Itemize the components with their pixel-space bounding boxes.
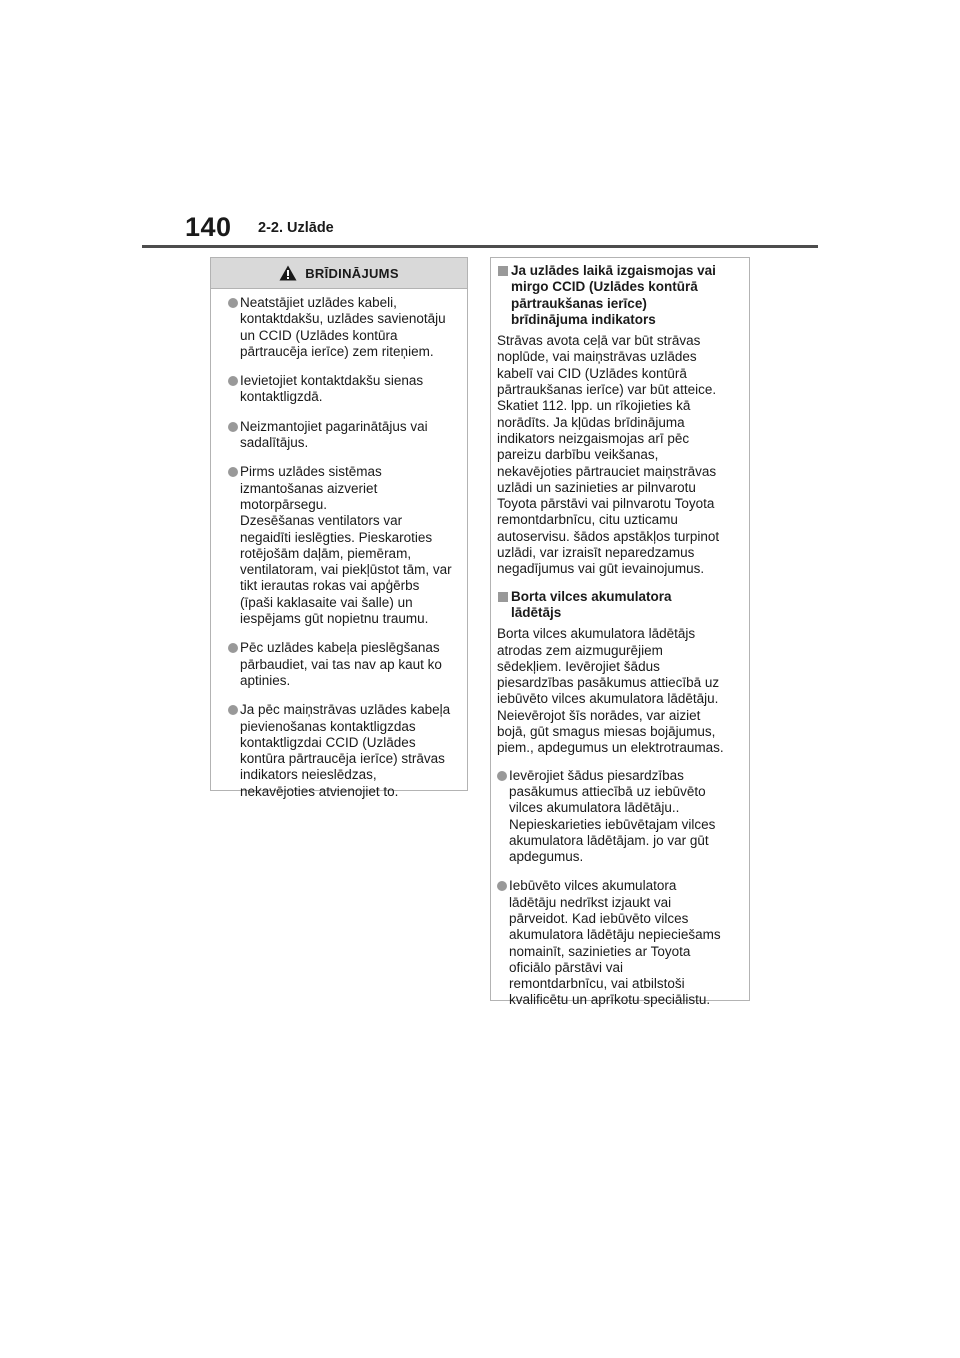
warning-bullet: Neatstājiet uzlādes kabeli, kontaktdakšu, uzlādes savienotāju un CCID (Uzlādes kontūra pārtraucēja ierīce) zem riteņiem. (228, 295, 455, 360)
warning-header (211, 258, 467, 289)
warning-title: BRĪDINĀJUMS (305, 265, 399, 281)
header-rule (142, 245, 818, 248)
warning-bullet: Ja pēc maiņstrāvas uzlādes kabeļa pievienošanas kontaktligzdas kontaktligzdai CCID (Uzlādes kontūra pārtraucēja ierīce) strāvas indikators neieslēdzas, nekavējoties atvienojiet to. (228, 702, 455, 800)
section-title: 2-2. Uzlāde (258, 220, 334, 236)
ccid-indicator-heading: Ja uzlādes laikā izgaismojas vai mirgo CCID (Uzlādes kontūrā pārtraukšanas ierīce) brīdinājuma indikators (497, 263, 743, 328)
onboard-charger-heading: Borta vilces akumulatora lādētājs (497, 589, 743, 622)
ccid-indicator-paragraph: Strāvas avota ceļā var būt strāvas noplūde, vai maiņstrāvas uzlādes kabelī vai CID (Uzlādes kontūrā pārtraukšanas ierīce) var būt atteice. Skatiet 112. lpp. un rīkojieties kā norādīts. Ja kļūdas brīdinājuma indikators neizgaismojas arī pēc pareizu darbību veikšanas, nekavējoties pārtrauciet maiņstrāvas uzlādi un sazinieties ar pilnvarotu Toyota pārstāvi vai pilnvarotu Toyota remontdarbnīcu, citu uzticamu autoservisu. šādos apstākļos turpinot uzlādi, var izraisīt neparedzamus negadījumus vai gūt ievainojumus. (497, 333, 720, 577)
warning-bullet: Ievietojiet kontaktdakšu sienas kontaktligzdā. (228, 373, 455, 406)
warning-triangle-icon (279, 265, 297, 281)
warning-bullet: Pēc uzlādes kabeļa pieslēgšanas pārbaudiet, vai tas nav ap kaut ko aptinies. (228, 640, 455, 689)
onboard-charger-paragraph: Borta vilces akumulatora lādētājs atrodas zem aizmugurējiem sēdekļiem. Ievērojiet šādus piesardzības pasākumus attiecībā uz iebūvēto vilces akumulatora lādētāju. Neievērojot šīs norādes, var aiziet bojā, gūt smagus miesas bojājumus, piem., apdegumus un elektrotraumas. (497, 626, 724, 756)
warning-bullet: Neizmantojiet pagarinātājus vai sadalītājus. (228, 419, 455, 452)
warning-bullet: Pirms uzlādes sistēmas izmantošanas aizveriet motorpārsegu. Dzesēšanas ventilators var negaidīti ieslēgties. Pieskaroties rotējošām daļām, piemēram, ventilatoram, vai piekļūstot tām, var tikt ierautas rokas vai apģērbs (īpaši kaklasaite vai šalle) un iespējams gūt nopietnu traumu. (228, 464, 455, 627)
charger-bullet: Iebūvēto vilces akumulatora lādētāju nedrīkst izjaukt vai pārveidot. Kad iebūvēto vilces akumulatora lādētāju nepieciešams nomainīt, sazinieties ar Toyota oficiālo pārstāvi vai remontdarbnīcu, vai atbilstoši kvalificētu un aprīkotu speciālistu. (497, 878, 743, 1008)
warning-box (210, 257, 468, 799)
page-number: 140 (185, 212, 232, 242)
charger-bullet: Ievērojiet šādus piesardzības pasākumus attiecībā uz iebūvēto vilces akumulatora lādētāju.. Nepieskarieties iebūvētajam vilces akumulatora lādētājam. jo var gūt apdegumus. (497, 768, 743, 866)
warning-body (211, 289, 467, 800)
info-box (490, 257, 750, 1008)
